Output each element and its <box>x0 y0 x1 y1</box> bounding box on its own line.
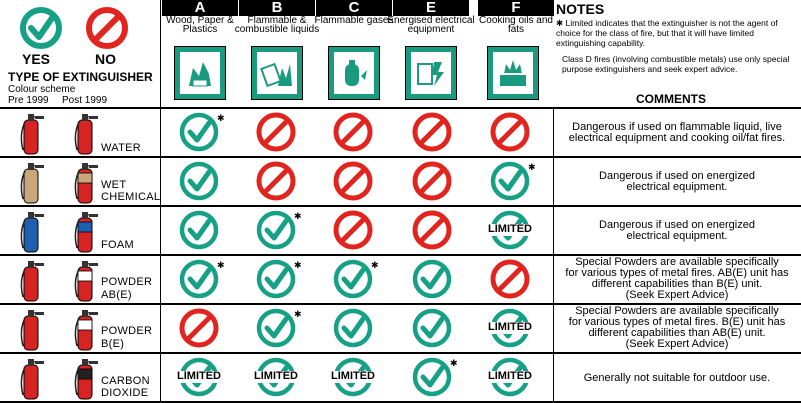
limited-label: LIMITED <box>488 321 532 333</box>
check-icon <box>254 208 298 252</box>
row-name-2: DIOXIDE <box>101 387 149 399</box>
extinguisher-pre-icon <box>18 306 48 352</box>
extinguisher-pre-icon <box>18 257 48 303</box>
row-comment: Dangerous if used on energized electrical equipment. <box>599 219 755 242</box>
prohibited-icon <box>331 159 375 203</box>
class-letter: B <box>239 0 315 16</box>
star-icon: ✱ <box>371 260 379 270</box>
check-icon <box>331 306 375 350</box>
star-symbol: ✱ <box>556 18 564 28</box>
prohibited-icon <box>410 208 454 252</box>
row-name: CARBON <box>101 375 150 387</box>
check-icon <box>488 159 532 203</box>
prohibited-icon <box>177 306 221 350</box>
star-icon: ✱ <box>294 309 302 319</box>
row-name: POWDER <box>101 276 153 288</box>
class-a-pictogram <box>174 46 226 100</box>
class-label: Energised electrical equipment <box>387 15 475 35</box>
check-icon <box>177 257 221 301</box>
prohibited-icon <box>488 110 532 154</box>
class-f-pictogram <box>487 46 539 100</box>
extinguisher-pre-icon <box>18 208 48 254</box>
class-letter: F <box>478 0 554 16</box>
extinguisher-post-icon <box>72 208 102 254</box>
class-label: Flammable gases <box>314 15 394 26</box>
check-icon <box>410 355 454 399</box>
class-letter: E <box>393 0 469 16</box>
star-icon: ✱ <box>294 211 302 221</box>
check-icon <box>410 306 454 350</box>
check-icon <box>177 208 221 252</box>
row-comment: Dangerous if used on energized electrical equipment. <box>599 170 755 193</box>
row-name-2: B(E) <box>101 338 125 350</box>
row-name-2: AB(E) <box>101 289 132 301</box>
note-class-d: Class D fires (involving combustible metals) use only special purpose extinguishers and seek expert advice. <box>562 54 790 74</box>
class-b-pictogram <box>251 46 303 100</box>
row-name: WATER <box>101 142 141 154</box>
no-label: NO <box>95 51 116 67</box>
check-icon <box>331 257 375 301</box>
row-comment: Special Powders are available specifically for various types of metal fires. B(E) unit has different capabilities than AB(E) unit. (Seek Expert Advice) <box>568 305 786 350</box>
class-letter: C <box>316 0 392 16</box>
yes-icon <box>19 6 63 50</box>
pre-1999-label: Pre 1999 <box>8 95 49 106</box>
prohibited-icon <box>331 208 375 252</box>
type-title: TYPE OF EXTINGUISHER <box>8 70 153 84</box>
limited-label: LIMITED <box>331 370 375 382</box>
row-comment: Generally not suitable for outdoor use. <box>583 372 771 384</box>
class-c-pictogram <box>328 46 380 100</box>
post-1999-label: Post 1999 <box>62 95 108 106</box>
prohibited-icon <box>254 159 298 203</box>
prohibited-icon <box>410 159 454 203</box>
star-icon: ✱ <box>450 358 458 368</box>
check-icon <box>177 159 221 203</box>
class-label: Wood, Paper & Plastics <box>166 15 234 35</box>
prohibited-icon <box>488 257 532 301</box>
extinguisher-pre-icon <box>18 110 48 156</box>
extinguisher-post-icon <box>72 159 102 205</box>
class-label: Flammable & combustible liquids <box>234 15 320 35</box>
limited-label: LIMITED <box>488 223 532 235</box>
notes-title: NOTES <box>556 1 605 17</box>
limited-label: LIMITED <box>177 370 221 382</box>
limited-label: LIMITED <box>488 370 532 382</box>
note-limited: ✱ Limited indicates that the extinguisher is not the agent of choice for the class of fire, but that it will have limited extinguishing capability. <box>556 18 778 48</box>
prohibited-icon <box>254 110 298 154</box>
prohibited-icon <box>331 110 375 154</box>
comments-title: COMMENTS <box>636 92 706 106</box>
check-icon <box>254 257 298 301</box>
row-comment: Special Powders are available specifically for various types of metal fires. AB(E) unit has different capabilities than B(E) unit. (Seek Expert Advice) <box>565 256 789 301</box>
row-name: FOAM <box>101 239 134 251</box>
extinguisher-post-icon <box>72 257 102 303</box>
class-e-pictogram <box>405 46 457 100</box>
limited-label: LIMITED <box>254 370 298 382</box>
extinguisher-post-icon <box>72 306 102 352</box>
class-label: Cooking oils and fats <box>479 15 553 35</box>
star-icon: ✱ <box>294 260 302 270</box>
check-icon <box>410 257 454 301</box>
star-icon: ✱ <box>528 162 536 172</box>
extinguisher-pre-icon <box>18 159 48 205</box>
class-letter: A <box>162 0 238 16</box>
extinguisher-post-icon <box>72 110 102 156</box>
no-icon <box>85 6 129 50</box>
row-name-2: CHEMICAL <box>101 191 161 203</box>
extinguisher-pre-icon <box>18 355 48 401</box>
star-icon: ✱ <box>217 113 225 123</box>
check-icon <box>177 110 221 154</box>
extinguisher-post-icon <box>72 355 102 401</box>
colour-scheme-label: Colour scheme <box>8 84 76 95</box>
yes-label: YES <box>22 51 51 67</box>
row-comment: Dangerous if used on flammable liquid, live electrical equipment and cooking oil/fat fires. <box>568 121 786 144</box>
check-icon <box>254 306 298 350</box>
star-icon: ✱ <box>217 260 225 270</box>
prohibited-icon <box>410 110 454 154</box>
row-name: WET <box>101 179 127 191</box>
row-name: POWDER <box>101 325 153 337</box>
